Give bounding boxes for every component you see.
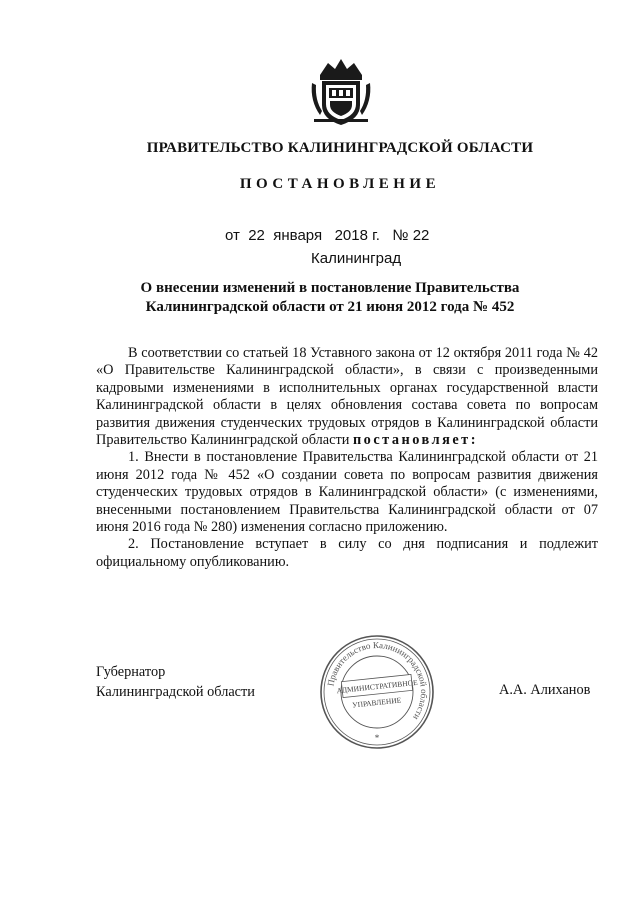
preamble-text: В соответствии со статьей 18 Уставного закона от 12 октября 2011 года № 42 «О Правительстве Калининградской области», в связи с произведенными кадровыми изменениями в исполнительных органах государственной власти Калининградской области в целях обновления состава совета по вопросам развития движения студенческих трудовых отрядов в Калининградской области Правительство Калининградской области xyxy=(96,345,598,449)
signer-name: А.А. Алиханов xyxy=(499,682,591,698)
stamp-bottom-mark: * xyxy=(374,733,380,743)
date-number-line: от 22 января 2018 г. № 22 xyxy=(225,227,430,244)
coat-of-arms-icon xyxy=(308,55,374,127)
subject-line-1: О внесении изменений в постановление Правительства xyxy=(140,280,520,296)
stamp-center-line-2: УПРАВЛЕНИЕ xyxy=(351,695,402,710)
signer-title xyxy=(96,662,255,702)
stamp-center-line-1: АДМИНИСТРАТИВНОЕ xyxy=(336,677,419,696)
document-type: ПОСТАНОВЛЕНИЕ xyxy=(239,176,441,192)
decree-word: постановляет: xyxy=(352,432,478,449)
government-title: ПРАВИТЕЛЬСТВО КАЛИНИНГРАДСКОЙ ОБЛАСТИ xyxy=(146,140,534,156)
city: Калининград xyxy=(311,250,402,267)
document-body xyxy=(96,345,598,571)
document-subject xyxy=(100,279,560,317)
paragraph-item-1: 1. Внести в постановление Правительства Калининградской области от 21 июня 2012 года № 452 «О создании совета по вопросам развития движения студенческих трудовых отрядов в Калининградской области» (с изменениями, внесенными постановлением Правительства Калининградской области от 07 июня 2016 года № 280) изменения согласно приложению. xyxy=(96,449,598,536)
stamp-ring-text: Правительство Калининградской области xyxy=(325,639,430,722)
signer-title-line-2: Калининградской области xyxy=(96,684,255,700)
subject-line-2: Калининградской области от 21 июня 2012 года № 452 xyxy=(145,299,515,315)
official-stamp xyxy=(318,633,436,751)
signer-title-line-1: Губернатор xyxy=(96,664,166,680)
paragraph-preamble xyxy=(96,345,598,449)
paragraph-item-2: 2. Постановление вступает в силу со дня подписания и подлежит официальному опубликованию. xyxy=(96,536,598,570)
